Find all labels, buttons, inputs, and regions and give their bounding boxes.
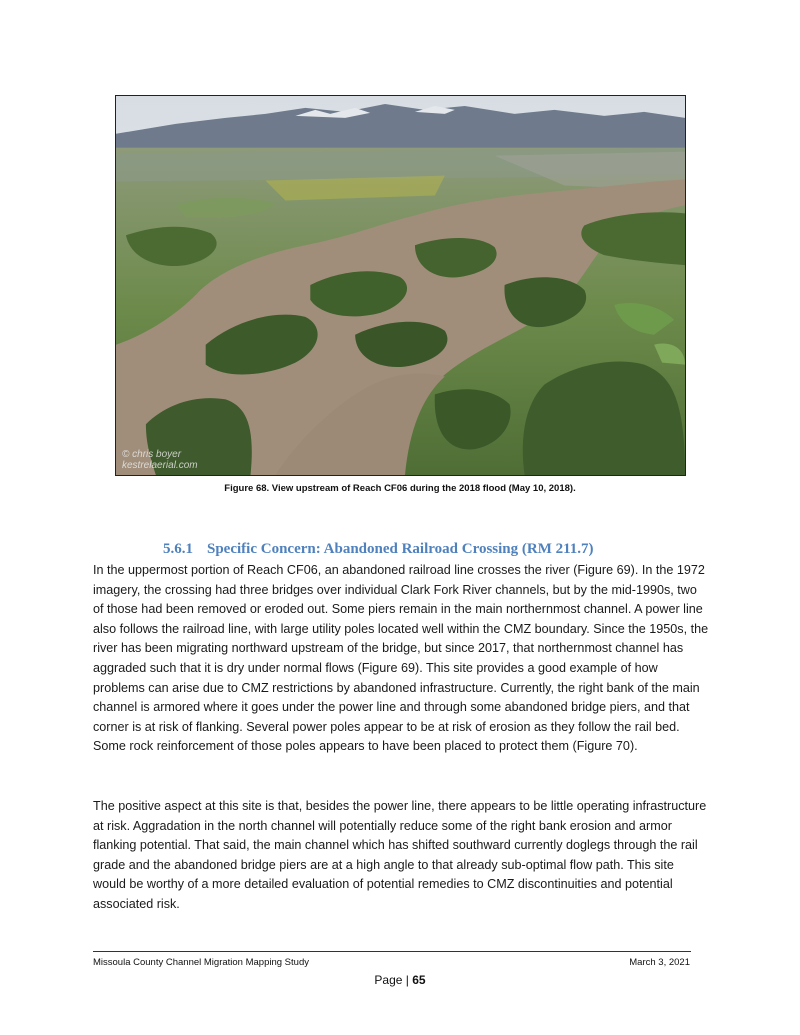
photo-credit-watermark <box>122 449 198 471</box>
footer-divider <box>93 951 691 952</box>
footer-study-title: Missoula County Channel Migration Mapping Study <box>93 957 309 968</box>
section-title: Specific Concern: Abandoned Railroad Crossing (RM 211.7) <box>207 541 594 557</box>
footer-date: March 3, 2021 <box>629 957 690 968</box>
section-heading <box>163 541 594 558</box>
page-number <box>0 973 800 987</box>
body-paragraph-2: The positive aspect at this site is that, besides the power line, there appears to be little operating infrastructure at risk. Aggradation in the north channel will potentially reduce some of the right bank erosion and armor flanking potential. That said, the main channel which has shifted southward currently doglegs through the rail grade and the abandoned bridge piers are at a high angle to that already sub-optimal flow path. This site would be worthy of a more detailed evaluation of potential remedies to CMZ discontinuities and potential associated risk. <box>93 799 707 911</box>
page-label: Page <box>374 973 403 987</box>
section-number: 5.6.1 <box>163 541 193 557</box>
watermark-line-2: kestrelaerial.com <box>122 460 198 471</box>
flood-aerial-photo <box>115 95 686 476</box>
body-paragraph-1: In the uppermost portion of Reach CF06, an abandoned railroad line crosses the river (Figure 69). In the 1972 imagery, the crossing had three bridges over individual Clark Fork River channels, but by the mid-1990s, two of those had been removed or eroded out. Some piers remain in the main northernmost channel. A power line also follows the railroad line, with large utility poles located well within the CMZ boundary. Since the 1950s, the river has been migrating northward upstream of the bridge, but since 2017, that northernmost channel has aggraded such that it is dry under normal flows (Figure 69). This site provides a good example of how problems can arise due to CMZ restrictions by abandoned infrastructure. Currently, the right bank of the main channel is armored where it goes under the power line and through some abandoned bridge piers, and that corner is at risk of flanking. Several power poles appear to be at risk of erosion as they follow the rail bed. Some rock reinforcement of those poles appears to have been placed to protect them (Figure 70). <box>93 563 709 754</box>
aerial-photo-illustration <box>116 96 685 475</box>
watermark-line-1: © chris boyer <box>122 449 182 460</box>
page-number-value: 65 <box>412 973 426 987</box>
figure-caption: Figure 68. View upstream of Reach CF06 during the 2018 flood (May 10, 2018). <box>224 483 576 494</box>
page-separator: | <box>405 973 409 987</box>
